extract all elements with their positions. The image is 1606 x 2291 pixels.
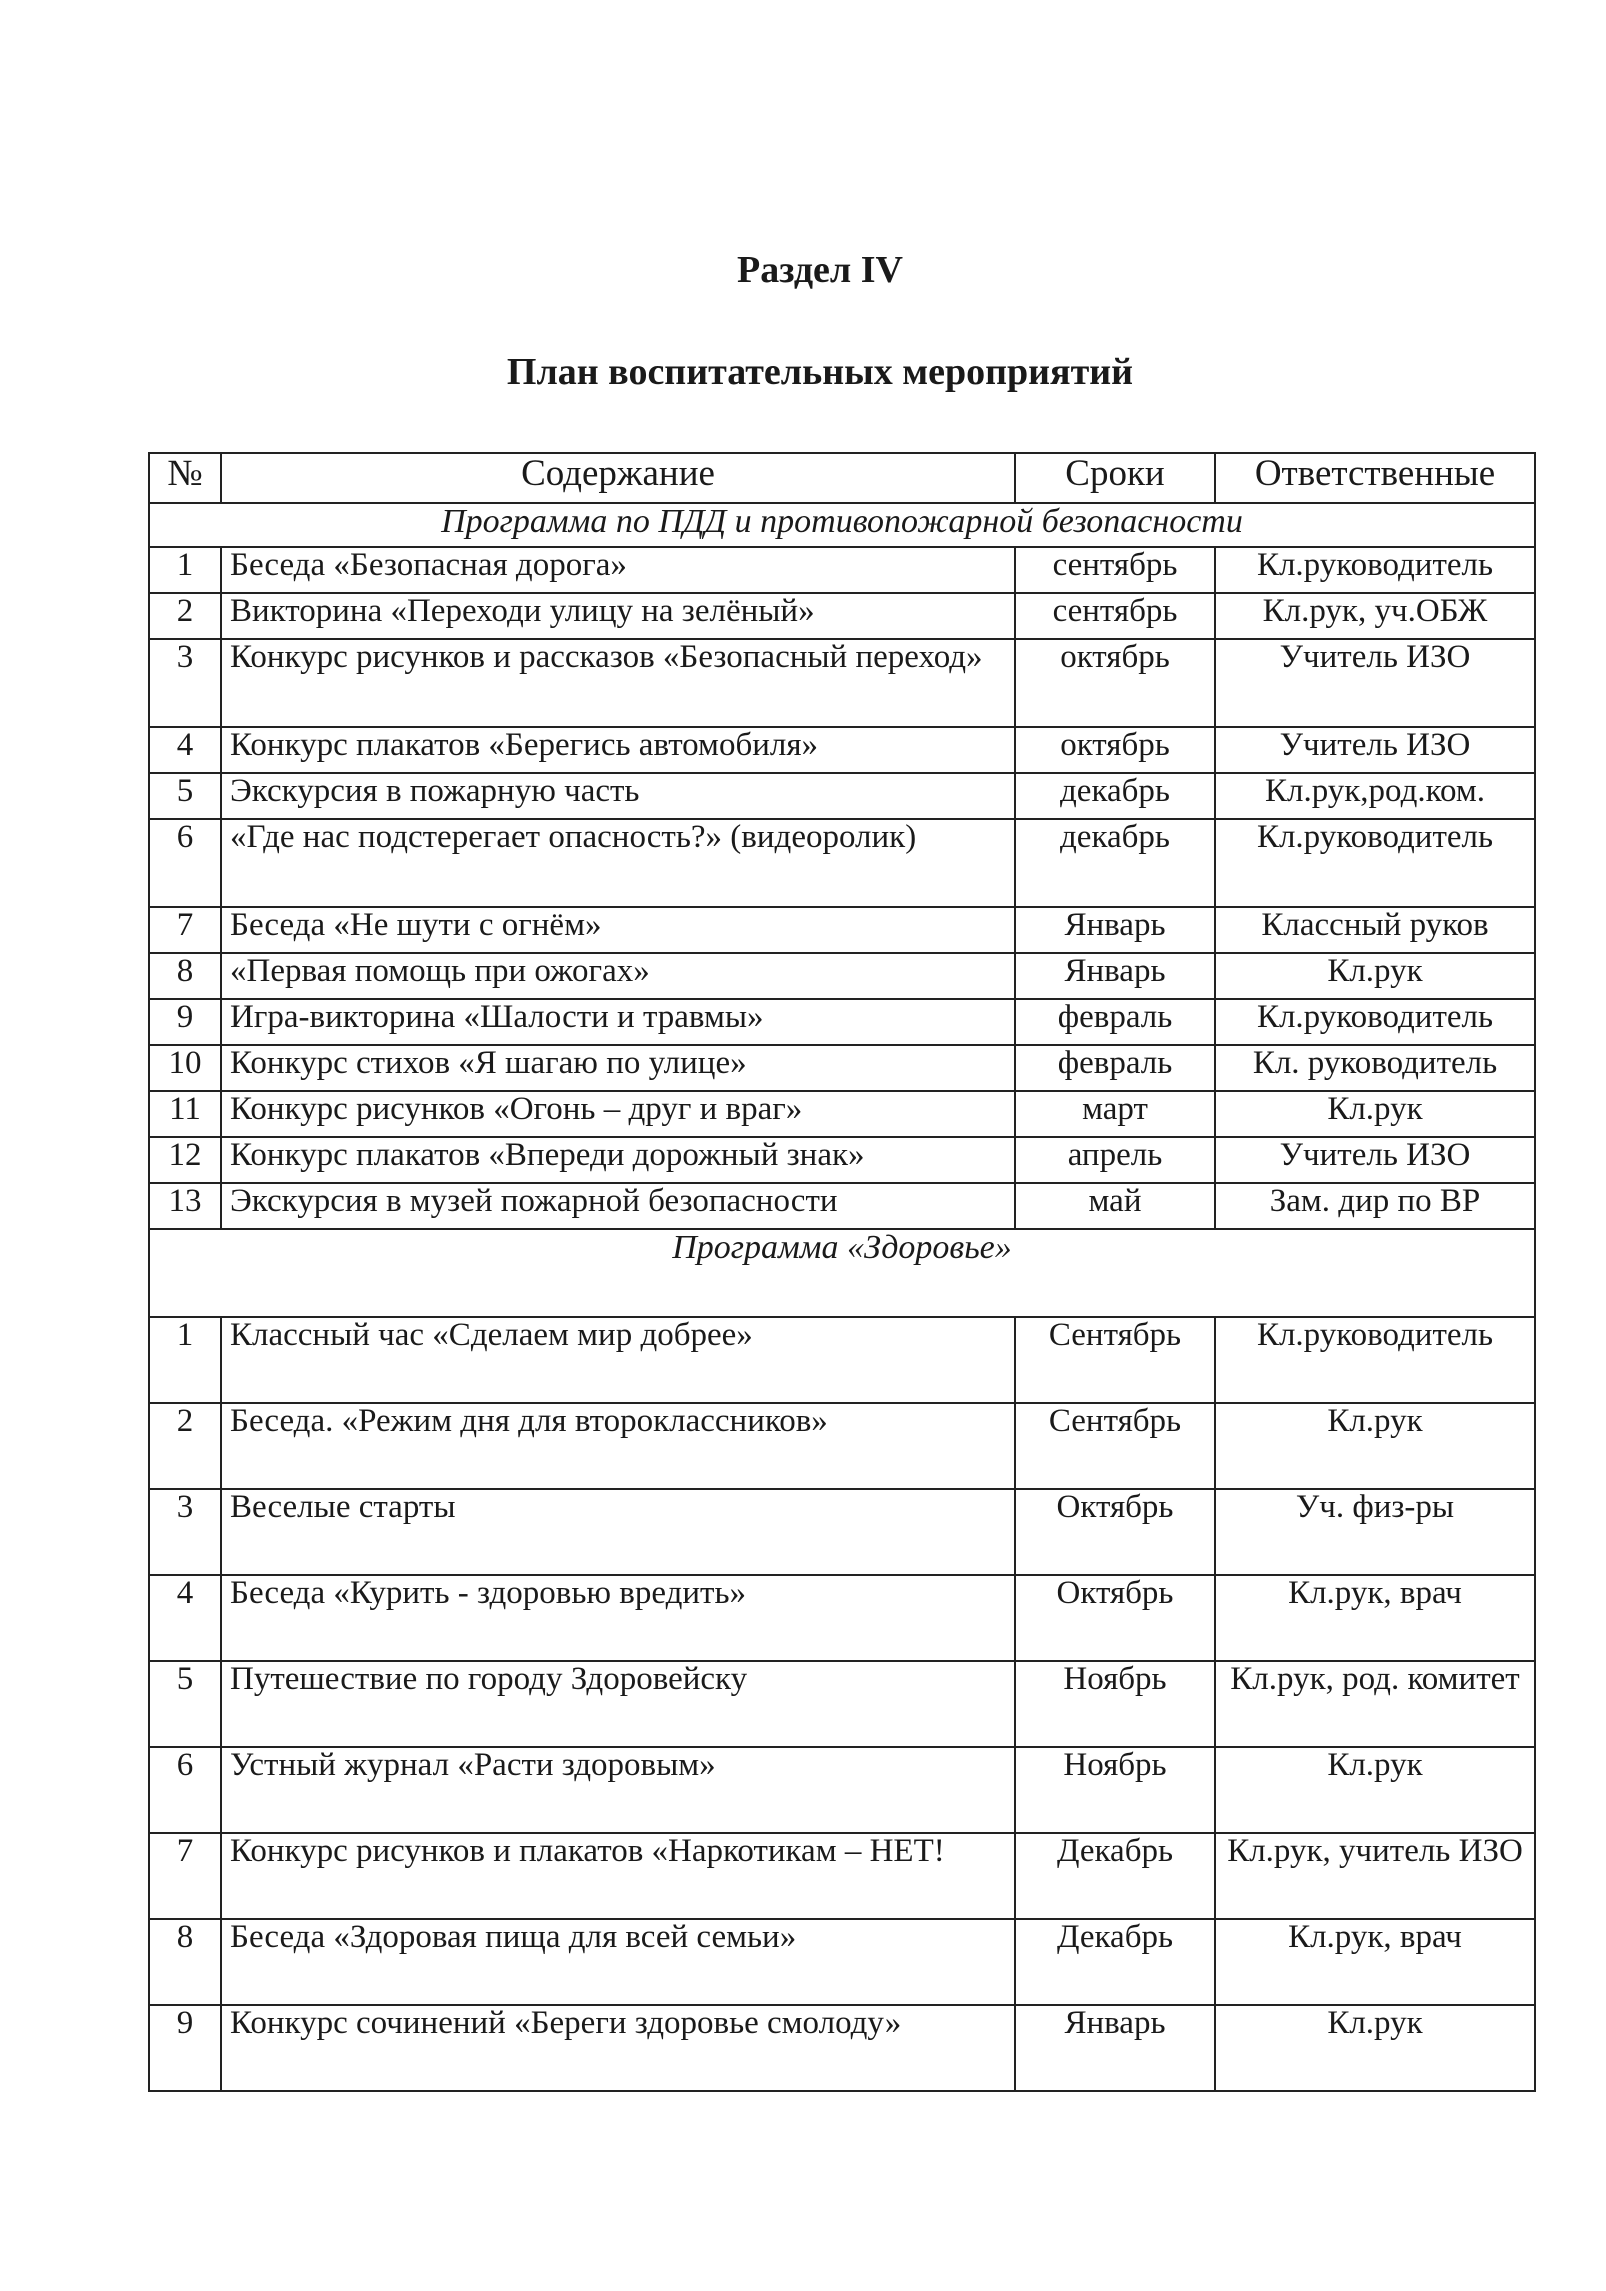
table-row — [149, 907, 1535, 953]
row-number: 9 — [149, 999, 221, 1045]
row-content: Конкурс рисунков и рассказов «Безопасный переход» — [221, 639, 1015, 727]
row-number: 1 — [149, 1317, 221, 1403]
table-row — [149, 1183, 1535, 1229]
row-number: 2 — [149, 1403, 221, 1489]
row-responsible: Кл.рук — [1215, 1091, 1535, 1137]
row-responsible: Учитель ИЗО — [1215, 639, 1535, 727]
row-term: декабрь — [1015, 819, 1215, 907]
row-number: 13 — [149, 1183, 221, 1229]
row-content: Экскурсия в музей пожарной безопасности — [221, 1183, 1015, 1229]
row-responsible: Кл.руководитель — [1215, 1317, 1535, 1403]
row-number: 3 — [149, 1489, 221, 1575]
row-term: февраль — [1015, 999, 1215, 1045]
table-row — [149, 1489, 1535, 1575]
table-row — [149, 1403, 1535, 1489]
row-responsible: Кл.рук, врач — [1215, 1919, 1535, 2005]
row-content: Конкурс плакатов «Впереди дорожный знак» — [221, 1137, 1015, 1183]
events-plan-table — [148, 452, 1536, 2092]
row-content: «Первая помощь при ожогах» — [221, 953, 1015, 999]
row-content: Устный журнал «Расти здоровым» — [221, 1747, 1015, 1833]
row-content: Беседа «Здоровая пища для всей семьи» — [221, 1919, 1015, 2005]
row-number: 6 — [149, 1747, 221, 1833]
row-responsible: Кл.рук, уч.ОБЖ — [1215, 593, 1535, 639]
program-title-row — [149, 1229, 1535, 1317]
row-number: 7 — [149, 907, 221, 953]
row-term: Январь — [1015, 2005, 1215, 2091]
row-term: Январь — [1015, 907, 1215, 953]
row-responsible: Кл.рук — [1215, 1403, 1535, 1489]
table-row — [149, 593, 1535, 639]
row-term: Январь — [1015, 953, 1215, 999]
table-row — [149, 1317, 1535, 1403]
row-content: Викторина «Переходи улицу на зелёный» — [221, 593, 1015, 639]
row-number: 8 — [149, 1919, 221, 2005]
row-number: 9 — [149, 2005, 221, 2091]
row-number: 5 — [149, 1661, 221, 1747]
row-content: Конкурс рисунков и плакатов «Наркотикам – НЕТ! — [221, 1833, 1015, 1919]
header-content: Содержание — [221, 453, 1015, 503]
header-term: Сроки — [1015, 453, 1215, 503]
table-row — [149, 773, 1535, 819]
row-responsible: Классный руков — [1215, 907, 1535, 953]
row-term: Ноябрь — [1015, 1661, 1215, 1747]
row-number: 4 — [149, 727, 221, 773]
row-responsible: Кл.рук, врач — [1215, 1575, 1535, 1661]
row-content: Конкурс плакатов «Берегись автомобиля» — [221, 727, 1015, 773]
row-responsible: Кл.руководитель — [1215, 547, 1535, 593]
row-content: Конкурс рисунков «Огонь – друг и враг» — [221, 1091, 1015, 1137]
row-content: Беседа. «Режим дня для второклассников» — [221, 1403, 1015, 1489]
row-term: май — [1015, 1183, 1215, 1229]
row-responsible: Кл.руководитель — [1215, 999, 1535, 1045]
row-term: Декабрь — [1015, 1833, 1215, 1919]
row-number: 5 — [149, 773, 221, 819]
row-number: 8 — [149, 953, 221, 999]
row-term: Декабрь — [1015, 1919, 1215, 2005]
table-row — [149, 1747, 1535, 1833]
program-health-section — [149, 1229, 1535, 2091]
table-row — [149, 953, 1535, 999]
row-number: 2 — [149, 593, 221, 639]
row-term: Октябрь — [1015, 1575, 1215, 1661]
row-content: Беседа «Курить - здоровью вредить» — [221, 1575, 1015, 1661]
row-term: Ноябрь — [1015, 1747, 1215, 1833]
table-row — [149, 1045, 1535, 1091]
program-title: Программа по ПДД и противопожарной безопасности — [149, 503, 1535, 547]
program-title: Программа «Здоровье» — [149, 1229, 1535, 1317]
section-title: Раздел IV — [737, 249, 903, 291]
row-number: 4 — [149, 1575, 221, 1661]
row-content: Конкурс стихов «Я шагаю по улице» — [221, 1045, 1015, 1091]
table-row — [149, 727, 1535, 773]
row-number: 3 — [149, 639, 221, 727]
table-row — [149, 1137, 1535, 1183]
row-term: март — [1015, 1091, 1215, 1137]
table-row — [149, 1661, 1535, 1747]
row-term: октябрь — [1015, 639, 1215, 727]
row-number: 10 — [149, 1045, 221, 1091]
row-responsible: Кл.рук — [1215, 2005, 1535, 2091]
row-term: апрель — [1015, 1137, 1215, 1183]
header-responsible: Ответственные — [1215, 453, 1535, 503]
row-responsible: Кл.рук — [1215, 1747, 1535, 1833]
table-row — [149, 1575, 1535, 1661]
row-content: Игра-викторина «Шалости и травмы» — [221, 999, 1015, 1045]
table-row — [149, 1091, 1535, 1137]
row-content: Экскурсия в пожарную часть — [221, 773, 1015, 819]
row-responsible: Учитель ИЗО — [1215, 1137, 1535, 1183]
row-responsible: Уч. физ-ры — [1215, 1489, 1535, 1575]
row-number: 11 — [149, 1091, 221, 1137]
row-responsible: Кл.рук, род. комитет — [1215, 1661, 1535, 1747]
plan-title: План воспитательных мероприятий — [506, 351, 1134, 393]
row-content: «Где нас подстерегает опасность?» (видеоролик) — [221, 819, 1015, 907]
row-content: Беседа «Безопасная дорога» — [221, 547, 1015, 593]
row-term: Сентябрь — [1015, 1403, 1215, 1489]
row-responsible: Кл.рук,род.ком. — [1215, 773, 1535, 819]
header-num: № — [149, 453, 221, 503]
row-term: сентябрь — [1015, 547, 1215, 593]
row-term: декабрь — [1015, 773, 1215, 819]
row-responsible: Зам. дир по ВР — [1215, 1183, 1535, 1229]
table-row — [149, 1833, 1535, 1919]
row-term: февраль — [1015, 1045, 1215, 1091]
table-row — [149, 639, 1535, 727]
row-content: Беседа «Не шути с огнём» — [221, 907, 1015, 953]
program-pdd-section — [149, 503, 1535, 1229]
row-responsible: Кл.руководитель — [1215, 819, 1535, 907]
row-responsible: Учитель ИЗО — [1215, 727, 1535, 773]
table-row — [149, 819, 1535, 907]
row-number: 6 — [149, 819, 221, 907]
row-content: Путешествие по городу Здоровейску — [221, 1661, 1015, 1747]
row-number: 1 — [149, 547, 221, 593]
row-term: октябрь — [1015, 727, 1215, 773]
table-row — [149, 547, 1535, 593]
row-content: Конкурс сочинений «Береги здоровье смолоду» — [221, 2005, 1015, 2091]
row-responsible: Кл.рук, учитель ИЗО — [1215, 1833, 1535, 1919]
table-row — [149, 1919, 1535, 2005]
table-header-row — [149, 453, 1535, 503]
row-content: Классный час «Сделаем мир добрее» — [221, 1317, 1015, 1403]
row-term: Сентябрь — [1015, 1317, 1215, 1403]
row-content: Веселые старты — [221, 1489, 1015, 1575]
table-row — [149, 2005, 1535, 2091]
row-number: 7 — [149, 1833, 221, 1919]
row-term: сентябрь — [1015, 593, 1215, 639]
row-number: 12 — [149, 1137, 221, 1183]
row-responsible: Кл.рук — [1215, 953, 1535, 999]
program-title-row — [149, 503, 1535, 547]
row-term: Октябрь — [1015, 1489, 1215, 1575]
table-row — [149, 999, 1535, 1045]
row-responsible: Кл. руководитель — [1215, 1045, 1535, 1091]
